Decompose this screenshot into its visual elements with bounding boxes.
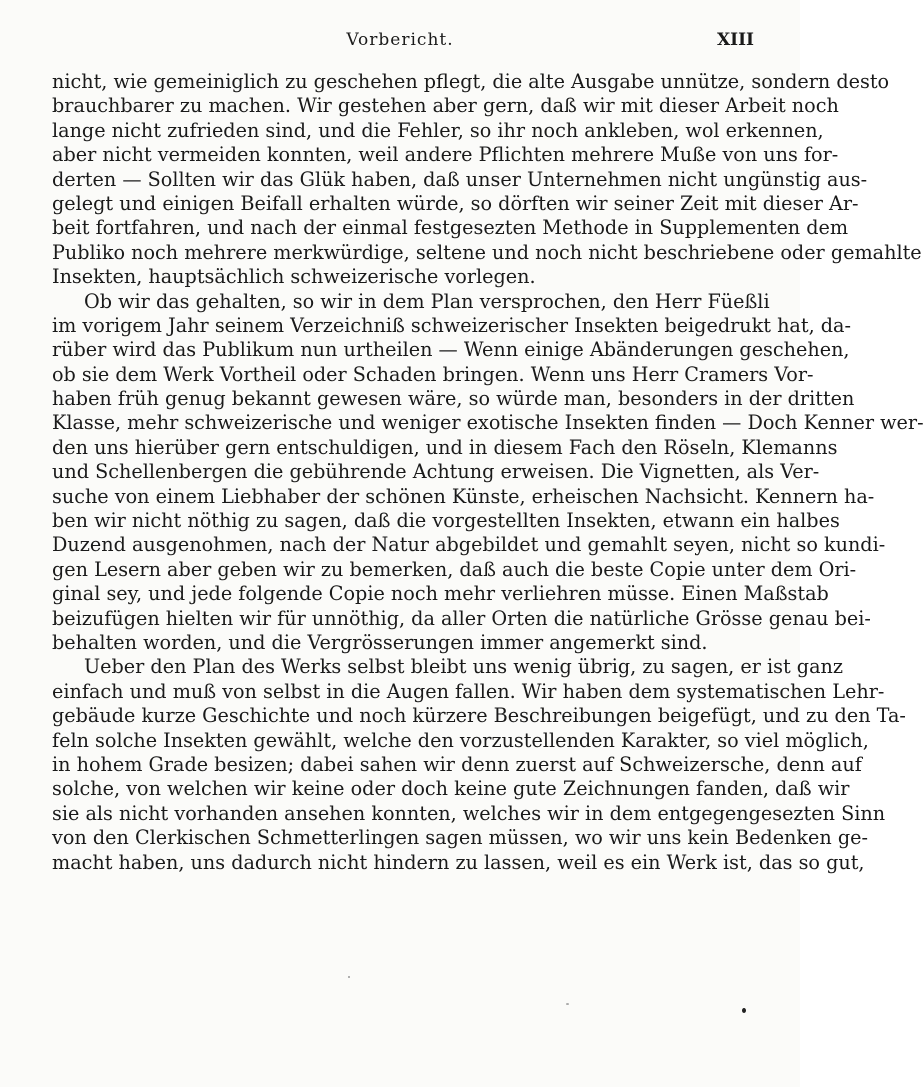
text-line: beit fortfahren, und nach der einmal festgesezten Methode in Supplementen dem (52, 216, 849, 240)
running-title: Vorbericht. (346, 30, 454, 50)
text-line: ob sie dem Werk Vortheil oder Schaden bringen. Wenn uns Herr Cramers Vor- (52, 362, 814, 386)
text-line: brauchbarer zu machen. Wir gestehen aber gern, daß wir mit dieser Arbeit noch (52, 94, 839, 118)
body-text (52, 70, 924, 875)
text-line: macht haben, uns dadurch nicht hindern zu lassen, weil es ein Werk ist, das so gut, (52, 850, 865, 874)
text-line: einfach und muß von selbst in die Augen fallen. Wir haben dem systematischen Lehr- (52, 679, 885, 703)
text-line: ben wir nicht nöthig zu sagen, daß die vorgestellten Insekten, etwann ein halbes (52, 509, 840, 533)
text-line: gelegt und einigen Beifall erhalten würde, so dörften wir seiner Zeit mit dieser Ar- (52, 191, 859, 215)
running-head (0, 28, 800, 58)
text-line: haben früh genug bekannt gewesen wäre, so würde man, besonders in der dritten (52, 387, 855, 411)
ink-speck (742, 1008, 746, 1013)
text-line: lange nicht zufrieden sind, und die Fehler, so ihr noch ankleben, wol erkennen, (52, 118, 824, 142)
paragraph-start-line: Ueber den Plan des Werks selbst bleibt uns wenig übrig, zu sagen, er ist ganz (84, 655, 843, 679)
text-line: suche von einem Liebhaber der schönen Künste, erheischen Nachsicht. Kennern ha- (52, 484, 875, 508)
text-line: Publiko noch mehrere merkwürdige, seltene und noch nicht beschriebene oder gemahlte (52, 240, 922, 264)
text-line: gebäude kurze Geschichte und noch kürzere Beschreibungen beigefügt, und zu den Ta- (52, 704, 906, 728)
text-line: von den Clerkischen Schmetterlingen sagen müssen, wo wir uns kein Bedenken ge- (52, 826, 868, 850)
text-line: aber nicht vermeiden konnten, weil andere Pflichten mehrere Muße von uns for- (52, 143, 839, 167)
ink-speck (348, 976, 350, 978)
text-line: Duzend ausgenohmen, nach der Natur abgebildet und gemahlt seyen, nicht so kundi- (52, 533, 886, 557)
text-line: den uns hierüber gern entschuldigen, und in diesem Fach den Röseln, Klemanns (52, 435, 838, 459)
text-line: solche, von welchen wir keine oder doch keine gute Zeichnungen fanden, daß wir (52, 777, 850, 801)
text-line: beizufügen hielten wir für unnöthig, da aller Orten die natürliche Grösse genau bei- (52, 606, 871, 630)
text-line: feln solche Insekten gewählt, welche den vorzustellenden Karakter, so viel möglich, (52, 728, 869, 752)
page-number: XIII (716, 30, 754, 50)
text-line: nicht, wie gemeiniglich zu geschehen pflegt, die alte Ausgabe unnütze, sondern desto (52, 70, 890, 93)
text-line: sie als nicht vorhanden ansehen konnten, welches wir in dem entgegengesezten Sinn (52, 801, 886, 825)
text-line: Klasse, mehr schweizerische und weniger exotische Insekten finden — Doch Kenner wer- (52, 411, 924, 435)
text-line: und Schellenbergen die gebührende Achtung erweisen. Die Vignetten, als Ver- (52, 460, 820, 484)
text-line: gen Lesern aber geben wir zu bemerken, daß auch die beste Copie unter dem Ori- (52, 557, 857, 581)
text-line: im vorigem Jahr seinem Verzeichniß schweizerischer Insekten beigedrukt hat, da- (52, 313, 851, 337)
text-line: behalten worden, und die Vergrösserungen immer angemerkt sind. (52, 630, 708, 654)
paragraph-start-line: Ob wir das gehalten, so wir in dem Plan versprochen, den Herr Füeßli (84, 289, 770, 313)
text-line: Insekten, hauptsächlich schweizerische vorlegen. (52, 265, 536, 289)
text-line: ginal sey, und jede folgende Copie noch mehr verliehren müsse. Einen Maßstab (52, 582, 829, 606)
ink-speck (566, 1003, 569, 1005)
text-line: rüber wird das Publikum nun urtheilen — Wenn einige Abänderungen geschehen, (52, 338, 850, 362)
text-line: derten — Sollten wir das Glük haben, daß unser Unternehmen nicht ungünstig aus- (52, 167, 868, 191)
text-line: in hohem Grade besizen; dabei sahen wir denn zuerst auf Schweizersche, denn auf (52, 752, 862, 776)
